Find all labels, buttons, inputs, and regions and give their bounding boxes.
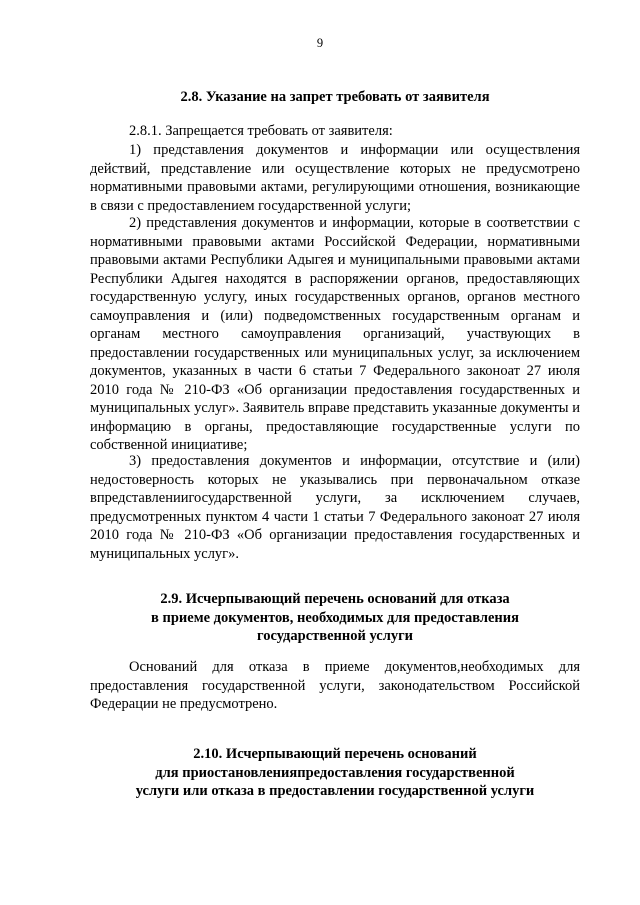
section-2-8-heading: 2.8. Указание на запрет требовать от заявителя — [180, 89, 490, 105]
body-line: Оснований для отказа в приеме документов,необходимых для — [129, 659, 580, 675]
list-item-1: 1) представления документов и информации или осуществления действий, представление или осуществление которых не предусмотрено нормативными правовыми актами, регулирующими отношения, возникающие в связи с предоставлением государственной услуги; — [90, 142, 580, 214]
heading-line: для приостановленияпредоставления государственной — [155, 764, 515, 781]
body-line: Федерации не предусмотрено. — [90, 696, 278, 712]
heading-line: 2.10. Исчерпывающий перечень оснований — [193, 746, 477, 762]
section-2-9-heading — [90, 590, 580, 646]
heading-line: услуги или отказа в предоставлении государственной услуги — [135, 783, 535, 799]
heading-line: государственной услуги — [256, 628, 414, 644]
heading-line: 2.9. Исчерпывающий перечень оснований для отказа — [160, 591, 510, 607]
list-item-3: 3) предоставления документов и информации, отсутствие и (или) недостоверность которых не указывались при первоначальном отказе впредставлениигосударственной услуги, за исключением случаев, предусмотренных пунктом 4 части 1 статьи 7 Федерального законоат 27 июля 2010 года № 210-ФЗ «Об организации предоставления государственных и муниципальных услуг». — [90, 453, 580, 562]
section-2-9-body — [90, 658, 580, 714]
section-2-10-heading — [90, 745, 580, 801]
heading-line: в приеме документов, необходимых для предоставления — [151, 609, 519, 626]
body-line: предоставления государственной услуги, законодательством Российской — [90, 677, 580, 694]
page-number: 9 — [316, 36, 324, 50]
section-2-8-1-lead: 2.8.1. Запрещается требовать от заявителя: — [129, 123, 393, 139]
list-item-2: 2) представления документов и информации, которые в соответствии с нормативными правовыми актами Российской Федерации, нормативными правовыми актами Республики Адыгея и муниципальными правовыми актами Республики Адыгея находятся в распоряжении органов, предоставляющих государственную услугу, иных государственных органов, органов местного самоуправления и (или) подведомственных государственным органам и органам местного самоуправления организаций, участвующих в предоставлении государственных или муниципальных услуг, за исключением документов, указанных в части 6 статьи 7 Федерального законоат 27 июля 2010 года № 210-ФЗ «Об организации предоставления государственных и муниципальных услуг». Заявитель вправе представить указанные документы и информацию в органы, предоставляющие государственные услуги по собственной инициативе; — [90, 215, 580, 453]
